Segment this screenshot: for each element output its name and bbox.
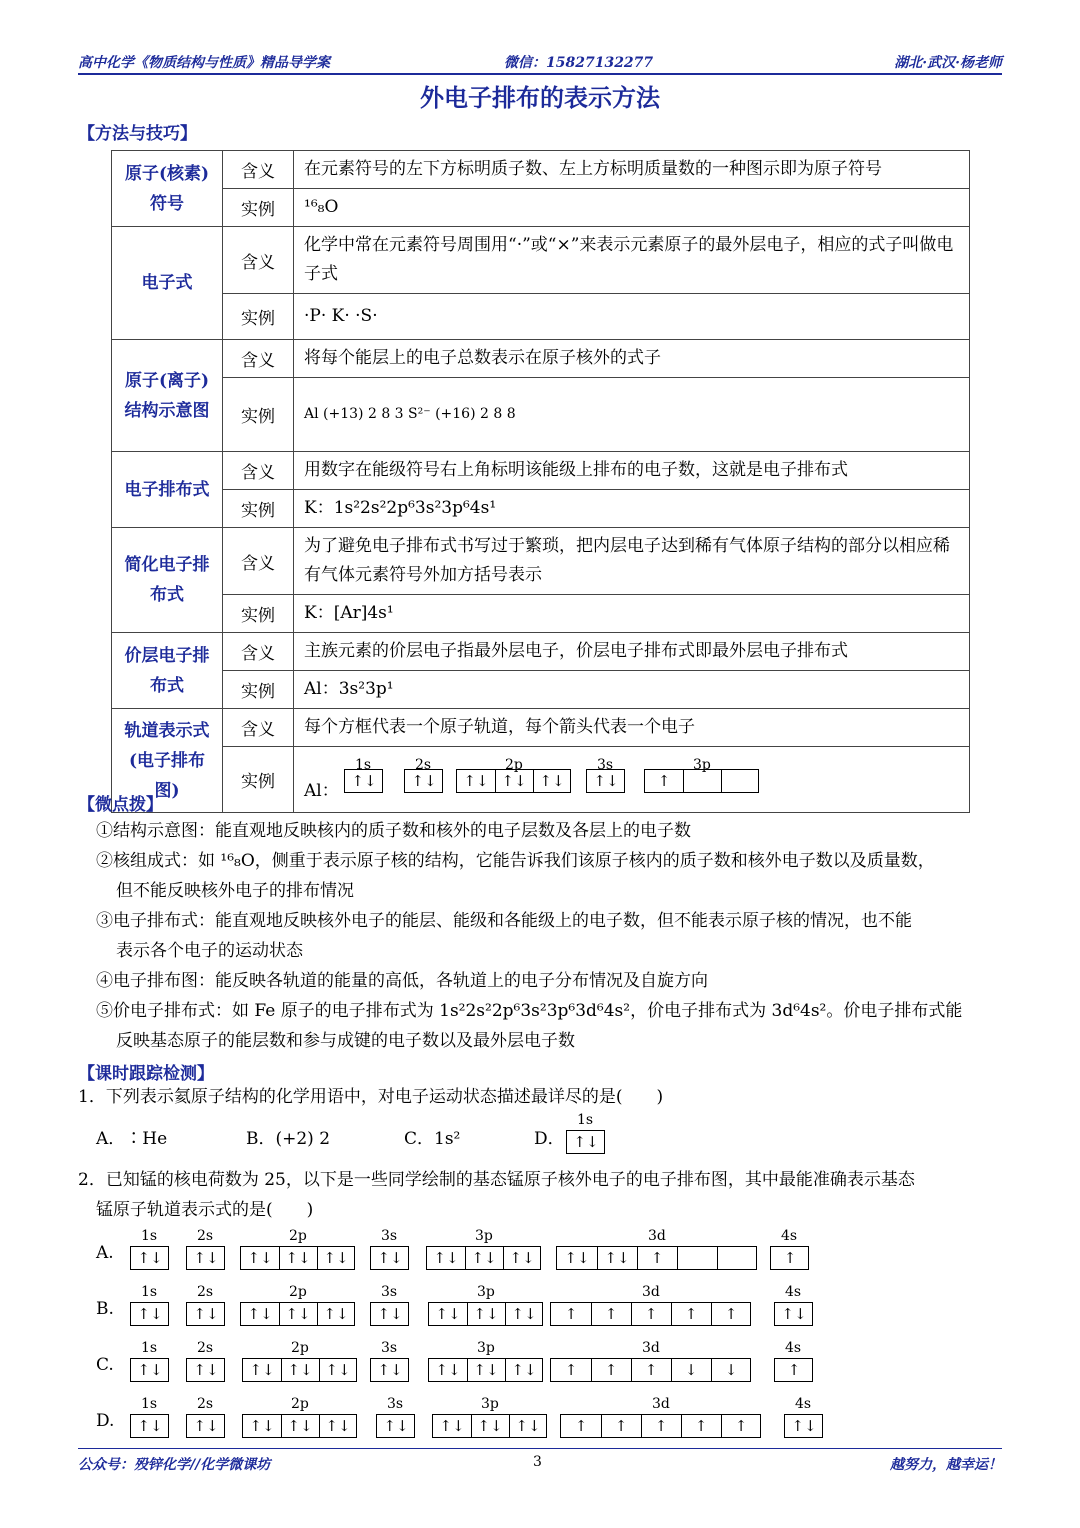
example-text: ·P· K· ·S·	[294, 294, 970, 340]
example-text: Al：3s²3p¹	[294, 671, 970, 709]
example-orbital-cell	[294, 747, 970, 813]
q2-d-diagram	[130, 1396, 830, 1442]
orbital-label: 3s	[381, 1340, 398, 1356]
meaning-label: 含义	[223, 633, 294, 671]
section-methods: 【方法与技巧】	[78, 124, 197, 144]
page-title: 外电子排布的表示方法	[420, 84, 660, 112]
orbital-box	[428, 1302, 543, 1326]
orbital-cell: ↑↓	[597, 1247, 638, 1269]
orbital-cell: ↑↓	[323, 1305, 349, 1323]
orbital-cell: ↑↓	[509, 1249, 535, 1267]
meaning-label: 含义	[223, 151, 294, 189]
example-label: 实例	[223, 490, 294, 528]
page-footer	[78, 1454, 1002, 1474]
orbital-box	[370, 1302, 409, 1326]
example-label: 实例	[223, 378, 294, 452]
orbital-label: 2s	[197, 1284, 214, 1300]
orbital-box	[370, 1358, 409, 1382]
orbital-box	[240, 1246, 355, 1270]
example-text: K：1s²2s²2p⁶3s²3p⁶4s¹	[294, 490, 970, 528]
orbital-cell: ↑	[724, 1305, 738, 1323]
orbital-label: 3d	[642, 1340, 660, 1356]
meaning-label: 含义	[223, 340, 294, 378]
question-1-stem: 1．下列表示氦原子结构的化学用语中，对电子运动状态描述最详尽的是( )	[78, 1087, 664, 1107]
orbital-box	[644, 769, 759, 793]
orbital-box	[456, 769, 571, 793]
cat-orbital-diagram: 轨道表示式(电子排布图)	[112, 709, 223, 813]
orbital-box	[770, 1246, 809, 1270]
orbital-box	[586, 769, 625, 793]
orbital-cell: ↑↓	[193, 1361, 219, 1379]
orbital-cell: ↑	[641, 1415, 682, 1437]
orbital-box	[550, 1302, 751, 1326]
orbital-cell: ↑↓	[281, 1359, 320, 1381]
orbital-box	[774, 1358, 813, 1382]
orbital-cell: ↑↓	[137, 1249, 163, 1267]
orbital-cell: ↑↓	[383, 1417, 409, 1435]
orbital-cell: ↑↓	[323, 1249, 349, 1267]
orbital-cell: ↑↓	[427, 1247, 466, 1269]
orbital-label: 2p	[291, 1340, 309, 1356]
tip-4: ④电子排布图：能反映各轨道的能量的高低，各轨道上的电子分布情况及自旋方向	[96, 971, 708, 991]
orbital-cell: ↑↓	[573, 1133, 599, 1151]
orbital-cell: ↑↓	[279, 1247, 318, 1269]
footer-right: 越努力，越幸运！	[890, 1457, 1002, 1473]
orbital-cell: ↑↓	[351, 772, 377, 790]
orbital-cell: ↑↓	[471, 1415, 510, 1437]
orbital-cell: ↓	[671, 1359, 712, 1381]
orbital-label: 2s	[197, 1340, 214, 1356]
example-label: 实例	[223, 747, 294, 813]
orbital-cell: ↑	[561, 1415, 602, 1437]
cat-simplified-config: 简化电子排布式	[112, 528, 223, 633]
orbital-label: 2s	[197, 1228, 214, 1244]
orbital-cell: ↑	[734, 1417, 748, 1435]
meaning-text: 每个方框代表一个原子轨道，每个箭头代表一个电子	[294, 709, 970, 747]
page-number: 3	[533, 1454, 542, 1470]
orbital-cell: ↑	[601, 1415, 642, 1437]
meaning-text: 化学中常在元素符号周围用“·”或“×”来表示元素原子的最外层电子，相应的式子叫做电子式	[294, 227, 970, 294]
orbital-cell: ↑↓	[433, 1415, 472, 1437]
orbital-box	[428, 1358, 543, 1382]
orbital-label: 2p	[505, 757, 523, 773]
orbital-cell: ↑↓	[511, 1305, 537, 1323]
orbital-box	[130, 1358, 169, 1382]
q2-option-a[interactable]: A.	[96, 1243, 114, 1263]
q2-option-b[interactable]: B.	[96, 1299, 114, 1319]
orbital-label: 3p	[475, 1228, 493, 1244]
q2-option-d[interactable]: D.	[96, 1411, 115, 1431]
orbital-cell: ↑	[681, 1415, 722, 1437]
q1-option-c[interactable]: C．1s²	[404, 1129, 461, 1149]
orbital-cell: ↑↓	[193, 1305, 219, 1323]
orbital-label: 1s	[577, 1112, 594, 1128]
header-rule	[78, 73, 1002, 75]
orbital-cell: ↑↓	[467, 1303, 506, 1325]
meaning-label: 含义	[223, 227, 294, 294]
orbital-cell: ↑↓	[465, 1247, 504, 1269]
header-contact: 微信：15827132277	[504, 55, 654, 71]
example-text: K：[Ar]4s¹	[294, 595, 970, 633]
orbital-cell: ↑	[591, 1359, 632, 1381]
orbital-cell: ↑↓	[243, 1359, 282, 1381]
orbital-box	[550, 1358, 751, 1382]
header-right: 湖北·武汉·杨老师	[894, 55, 1002, 71]
orbital-cell: ↑	[591, 1303, 632, 1325]
orbital-cell	[721, 770, 759, 792]
orbital-box	[370, 1246, 409, 1270]
orbital-box	[404, 769, 443, 793]
orbital-cell: ↑↓	[241, 1303, 280, 1325]
orbital-box	[344, 769, 383, 793]
orbital-label: 1s	[355, 757, 372, 773]
orbital-box	[242, 1414, 357, 1438]
q2-a-diagram	[130, 1228, 830, 1274]
tip-2-cont: 但不能反映核外电子的排布情况	[116, 881, 354, 901]
orbital-cell: ↑↓	[429, 1303, 468, 1325]
orbital-cell: ↑↓	[243, 1415, 282, 1437]
orbital-label: 1s	[141, 1228, 158, 1244]
orbital-box	[130, 1246, 169, 1270]
meaning-text: 将每个能层上的电子总数表示在原子核外的式子	[294, 340, 970, 378]
cat-atomic-symbol: 原子(核素)符号	[112, 151, 223, 227]
orbital-cell: ↑↓	[467, 1359, 506, 1381]
orbital-cell: ↓	[724, 1361, 738, 1379]
orbital-cell: ↑↓	[429, 1359, 468, 1381]
orbital-box	[186, 1414, 225, 1438]
orbital-box	[784, 1414, 823, 1438]
notation-table	[111, 150, 970, 813]
orbital-label: 2s	[197, 1396, 214, 1412]
meaning-text: 在元素符号的左下方标明质子数、左上方标明质量数的一种图示即为原子符号	[294, 151, 970, 189]
orbital-box	[426, 1246, 541, 1270]
page-header	[78, 52, 1002, 72]
meaning-label: 含义	[223, 452, 294, 490]
example-label: 实例	[223, 189, 294, 227]
orbital-cell	[677, 1247, 718, 1269]
meaning-label: 含义	[223, 528, 294, 595]
q1-option-b[interactable]: B．(+2) 2	[246, 1129, 331, 1149]
orbital-cell: ↑↓	[325, 1361, 351, 1379]
orbital-box	[130, 1302, 169, 1326]
q1-option-a[interactable]: A．∶He	[96, 1129, 168, 1149]
orbital-label: 4s	[781, 1228, 798, 1244]
footer-rule	[78, 1448, 1002, 1449]
meaning-label: 含义	[223, 709, 294, 747]
orbital-cell: ↑↓	[193, 1249, 219, 1267]
meaning-text: 主族元素的价层电子指最外层电子，价层电子排布式即最外层电子排布式	[294, 633, 970, 671]
orbital-cell: ↑	[787, 1361, 801, 1379]
orbital-cell: ↑↓	[325, 1417, 351, 1435]
cat-valence-config: 价层电子排布式	[112, 633, 223, 709]
orbital-label: 2p	[289, 1284, 307, 1300]
example-label: 实例	[223, 671, 294, 709]
orbital-box	[240, 1302, 355, 1326]
q2-c-diagram	[130, 1340, 830, 1386]
orbital-label: 1s	[141, 1284, 158, 1300]
orbital-label: 3s	[381, 1228, 398, 1244]
header-left: 高中化学《物质结构与性质》精品导学案	[78, 55, 330, 71]
tip-3-cont: 表示各个电子的运动状态	[116, 941, 303, 961]
orbital-box	[186, 1358, 225, 1382]
orbital-label: 2p	[289, 1228, 307, 1244]
orbital-label: 2s	[415, 757, 432, 773]
orbital-label: 1s	[141, 1340, 158, 1356]
orbital-cell: ↑	[637, 1247, 678, 1269]
cat-electron-config: 电子排布式	[112, 452, 223, 528]
orbital-cell: ↑	[671, 1303, 712, 1325]
orbital-cell: ↑↓	[377, 1249, 403, 1267]
orbital-box	[376, 1414, 415, 1438]
cat-electron-dot: 电子式	[112, 227, 223, 340]
orbital-label: 3d	[642, 1284, 660, 1300]
example-text: ¹⁶₈O	[294, 189, 970, 227]
question-2-stem: 2．已知锰的核电荷数为 25，以下是一些同学绘制的基态锰原子核外电子的电子排布图，其中最能准确表示基态	[78, 1170, 915, 1190]
orbital-cell: ↑↓	[457, 770, 496, 792]
orbital-box	[432, 1414, 547, 1438]
tip-3: ③电子排布式：能直观地反映核外电子的能层、能级和各能级上的电子数，但不能表示原子核的情况，也不能	[96, 911, 912, 931]
orbital-cell: ↑↓	[781, 1305, 807, 1323]
orbital-box	[186, 1246, 225, 1270]
orbital-box	[566, 1130, 605, 1154]
q1-d-orbital	[566, 1112, 626, 1158]
tip-2: ②核组成式：如 ¹⁶₈O，侧重于表示原子核的结构，它能告诉我们该原子核内的质子数和核外电子数以及质量数，	[96, 851, 935, 871]
orbital-cell: ↑	[631, 1359, 672, 1381]
example-text: Al：	[304, 781, 339, 801]
orbital-cell: ↑	[645, 770, 684, 792]
orbital-cell: ↑↓	[137, 1361, 163, 1379]
section-tips: 【微点拨】	[78, 795, 163, 815]
orbital-cell: ↑↓	[593, 772, 619, 790]
example-text: Al (+13) 2 8 3 S²⁻ (+16) 2 8 8	[294, 378, 970, 452]
orbital-label: 3d	[648, 1228, 666, 1244]
q2-option-c[interactable]: C.	[96, 1355, 114, 1375]
orbital-box	[560, 1414, 761, 1438]
orbital-cell: ↑↓	[377, 1305, 403, 1323]
orbital-label: 3s	[597, 757, 614, 773]
question-2-stem-cont: 锰原子轨道表示式的是( )	[96, 1200, 314, 1220]
cat-structure-diagram: 原子(离子)结构示意图	[112, 340, 223, 452]
orbital-cell: ↑↓	[281, 1415, 320, 1437]
orbital-label: 4s	[785, 1284, 802, 1300]
orbital-label: 3p	[477, 1340, 495, 1356]
orbital-cell: ↑	[551, 1359, 592, 1381]
orbital-cell: ↑	[631, 1303, 672, 1325]
orbital-label: 1s	[141, 1396, 158, 1412]
tip-5-cont: 反映基态原子的能层数和参与成键的电子数以及最外层电子数	[116, 1031, 575, 1051]
orbital-box	[556, 1246, 757, 1270]
orbital-cell: ↑↓	[539, 772, 565, 790]
orbital-cell: ↑↓	[193, 1417, 219, 1435]
orbital-cell: ↑↓	[515, 1417, 541, 1435]
orbital-box	[774, 1302, 813, 1326]
orbital-label: 3p	[693, 757, 711, 773]
orbital-cell: ↑↓	[511, 1361, 537, 1379]
orbital-cell: ↑	[783, 1249, 797, 1267]
orbital-box	[130, 1414, 169, 1438]
orbital-cell: ↑↓	[377, 1361, 403, 1379]
orbital-cell	[717, 1247, 757, 1269]
example-label: 实例	[223, 294, 294, 340]
orbital-label: 2p	[291, 1396, 309, 1412]
orbital-cell: ↑↓	[137, 1417, 163, 1435]
al-orbital-diagram	[344, 751, 764, 797]
orbital-cell: ↑↓	[791, 1417, 817, 1435]
orbital-cell	[683, 770, 722, 792]
q2-b-diagram	[130, 1284, 830, 1330]
orbital-label: 3s	[381, 1284, 398, 1300]
orbital-cell: ↑↓	[241, 1247, 280, 1269]
orbital-label: 3s	[387, 1396, 404, 1412]
orbital-label: 4s	[785, 1340, 802, 1356]
section-tests: 【课时跟踪检测】	[78, 1064, 214, 1084]
tip-1: ①结构示意图：能直观地反映核内的质子数和核外的电子层数及各层上的电子数	[96, 821, 691, 841]
orbital-cell: ↑	[551, 1303, 592, 1325]
orbital-cell: ↑↓	[137, 1305, 163, 1323]
orbital-cell: ↑↓	[557, 1247, 598, 1269]
orbital-cell: ↑↓	[411, 772, 437, 790]
example-label: 实例	[223, 595, 294, 633]
orbital-label: 3p	[477, 1284, 495, 1300]
footer-left: 公众号：殁锌化学//化学微课坊	[78, 1457, 271, 1473]
orbital-cell: ↑↓	[279, 1303, 318, 1325]
meaning-text: 用数字在能级符号右上角标明该能级上排布的电子数，这就是电子排布式	[294, 452, 970, 490]
orbital-label: 3d	[652, 1396, 670, 1412]
orbital-label: 3p	[481, 1396, 499, 1412]
meaning-text: 为了避免电子排布式书写过于繁琐，把内层电子达到稀有气体原子结构的部分以相应稀有气体元素符号外加方括号表示	[294, 528, 970, 595]
orbital-box	[242, 1358, 357, 1382]
orbital-label: 4s	[795, 1396, 812, 1412]
orbital-cell: ↑↓	[495, 770, 534, 792]
q1-option-d[interactable]: D．	[534, 1129, 565, 1149]
tip-5: ⑤价电子排布式：如 Fe 原子的电子排布式为 1s²2s²2p⁶3s²3p⁶3d⁶4s²，价电子排布式为 3d⁶4s²。价电子排布式能	[96, 1001, 963, 1021]
orbital-box	[186, 1302, 225, 1326]
